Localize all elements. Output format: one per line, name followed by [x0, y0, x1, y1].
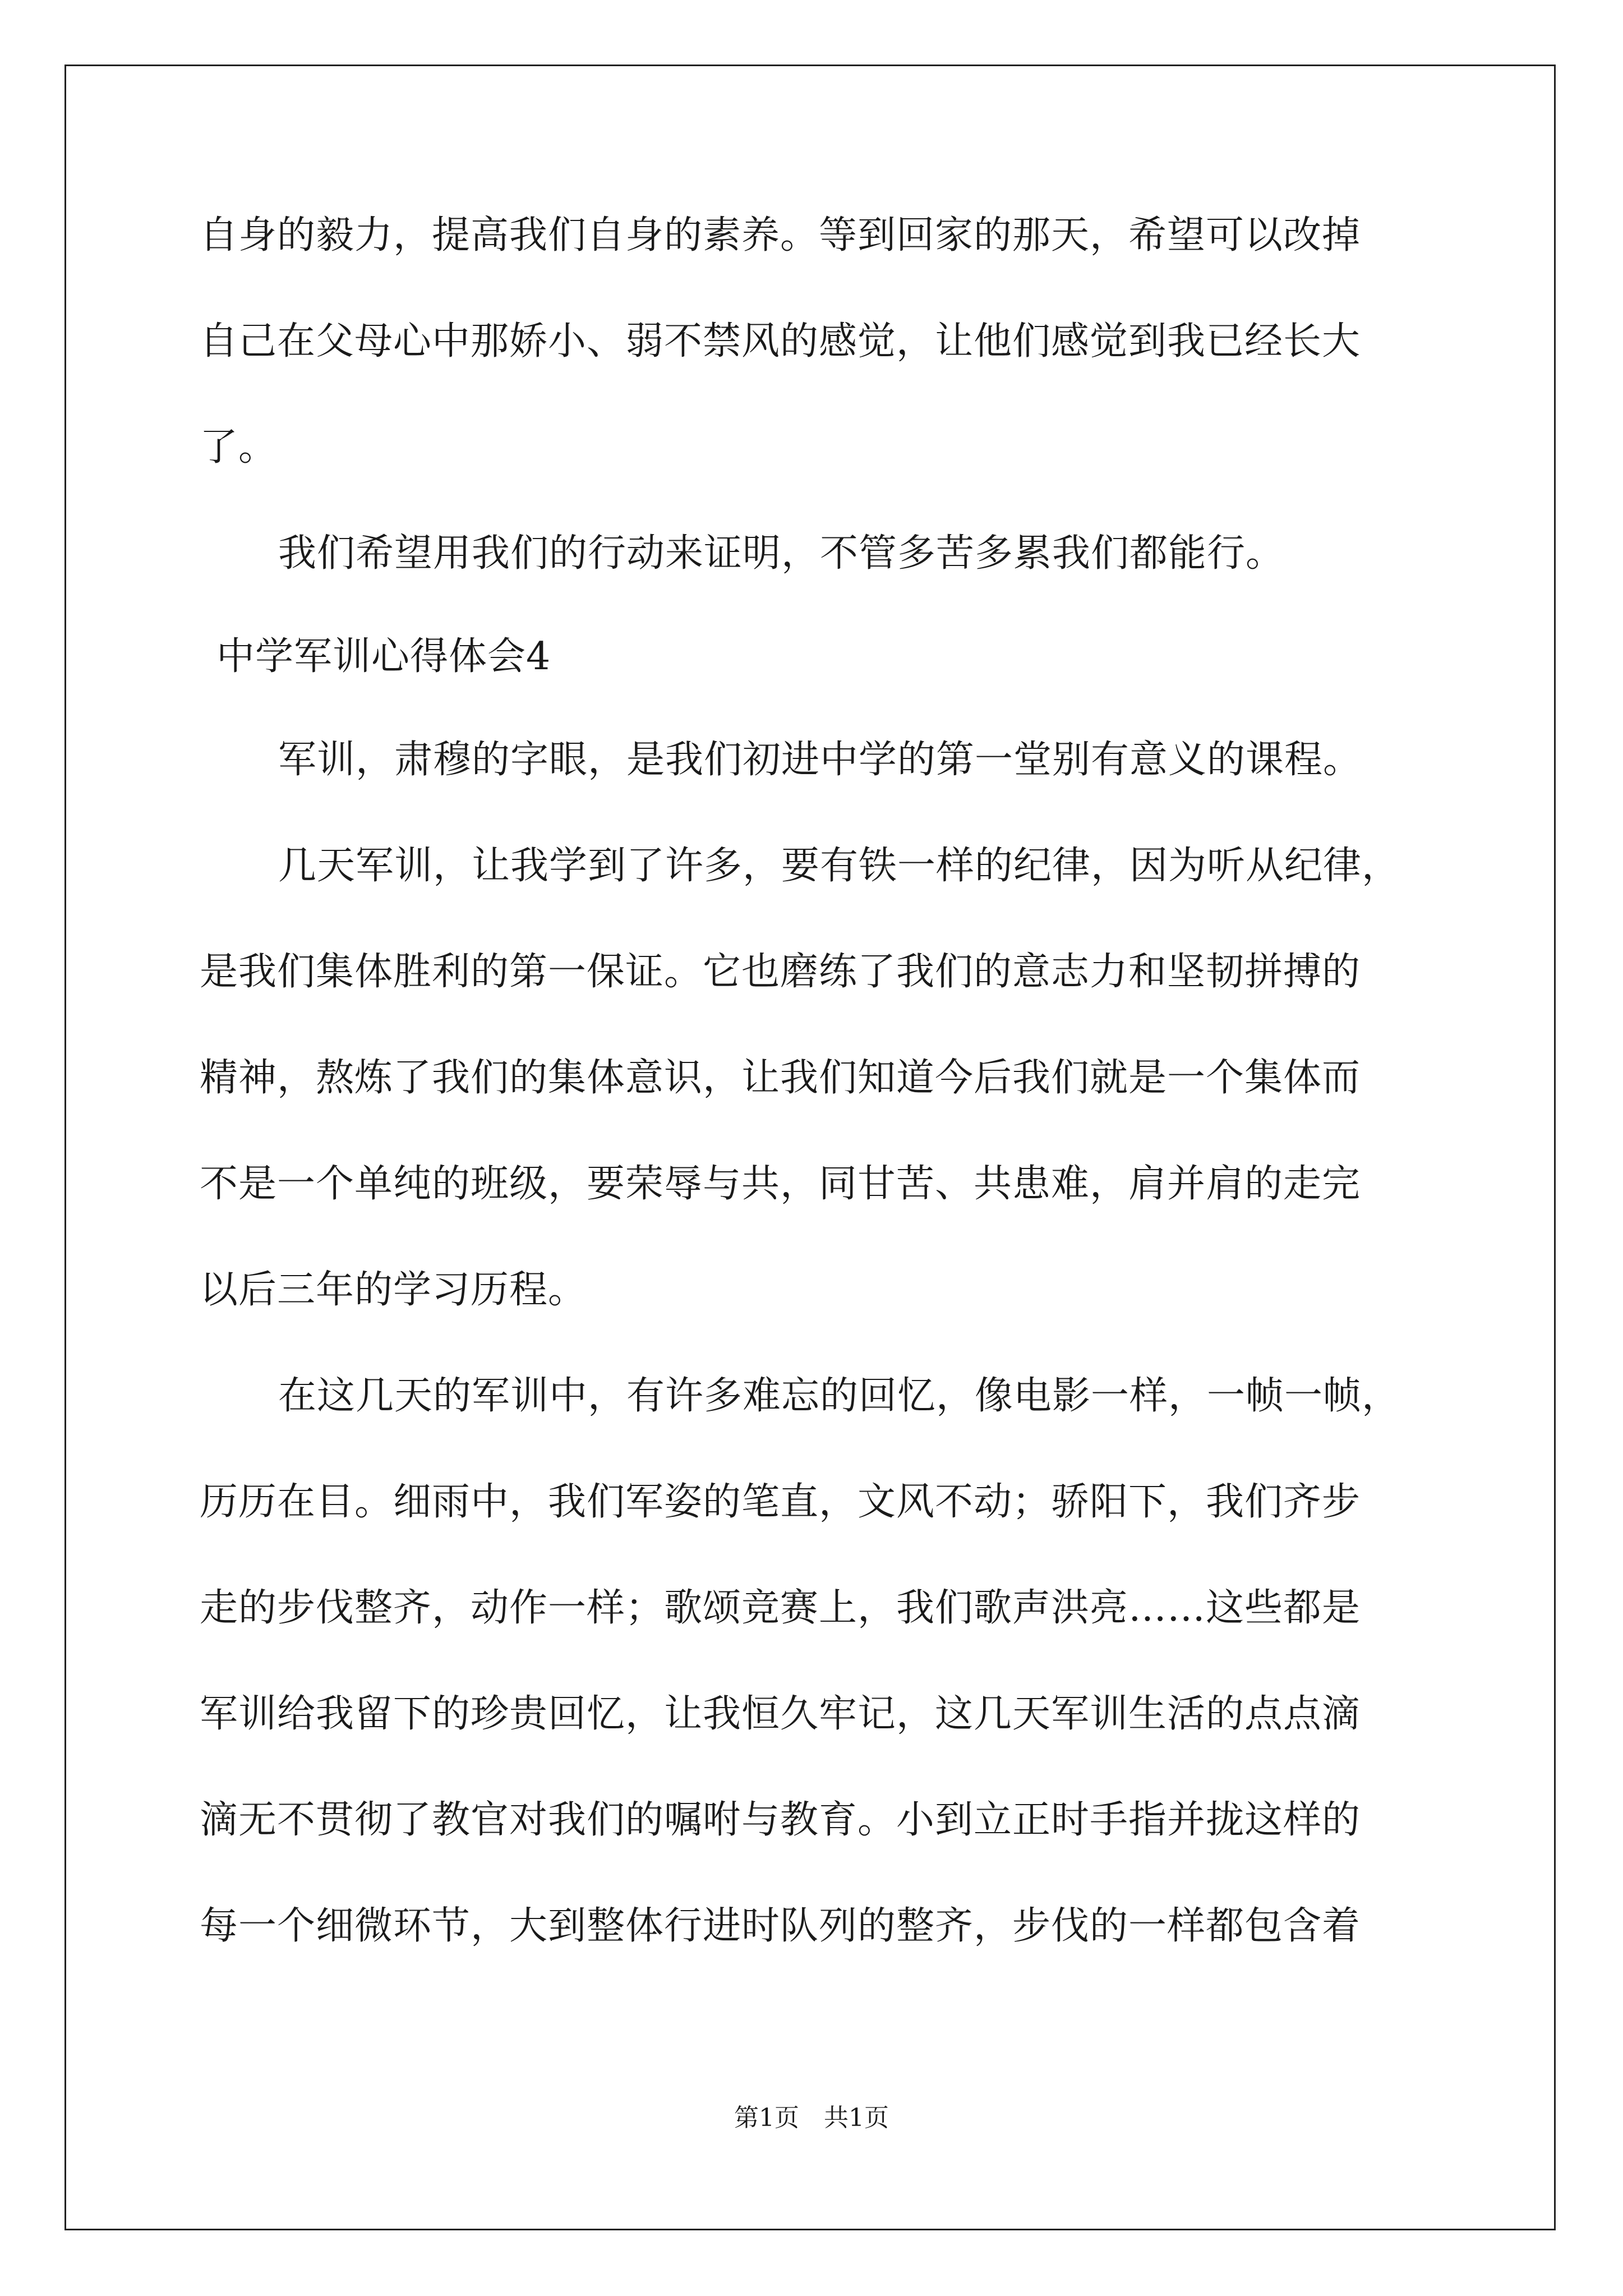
text-line: 了。: [200, 425, 278, 470]
text-line: 自己在父母心中那娇小、弱不禁风的感觉，让他们感觉到我已经长大: [200, 319, 1361, 364]
text-line: 每一个细微环节，大到整体行进时队列的整齐，步伐的一样都包含着: [200, 1904, 1361, 1948]
text-line: 军训给我留下的珍贵回忆，让我恒久牢记，这几天军训生活的点点滴: [200, 1692, 1361, 1736]
text-line: 滴无不贯彻了教官对我们的嘱咐与教育。小到立正时手指并拢这样的: [200, 1798, 1361, 1842]
section-heading: 中学军训心得体会4: [216, 634, 551, 679]
text-line: 不是一个单纯的班级，要荣辱与共，同甘苦、共患难，肩并肩的走完: [200, 1162, 1361, 1206]
text-line: 精神，熬炼了我们的集体意识，让我们知道今后我们就是一个集体而: [200, 1056, 1361, 1100]
paragraph-start: 几天军训，让我学到了许多，要有铁一样的纪律，因为听从纪律，: [278, 844, 1401, 888]
text-line: 是我们集体胜利的第一保证。它也磨练了我们的意志力和坚韧拼搏的: [200, 950, 1361, 994]
text-line: 历历在目。细雨中，我们军姿的笔直，文风不动；骄阳下，我们齐步: [200, 1480, 1361, 1524]
paragraph-start: 我们希望用我们的行动来证明，不管多苦多累我们都能行。: [278, 531, 1285, 576]
paragraph-start: 在这几天的军训中，有许多难忘的回忆，像电影一样，一帧一帧，: [278, 1374, 1401, 1418]
text-line: 自身的毅力，提高我们自身的素养。等到回家的那天，希望可以改掉: [200, 213, 1361, 257]
text-line: 走的步伐整齐，动作一样；歌颂竞赛上，我们歌声洪亮……这些都是: [200, 1586, 1361, 1630]
paragraph-start: 军训，肃穆的字眼，是我们初进中学的第一堂别有意义的课程。: [278, 738, 1362, 782]
text-line: 以后三年的学习历程。: [200, 1268, 587, 1312]
page-footer: 第1页 共1页: [734, 2104, 889, 2132]
